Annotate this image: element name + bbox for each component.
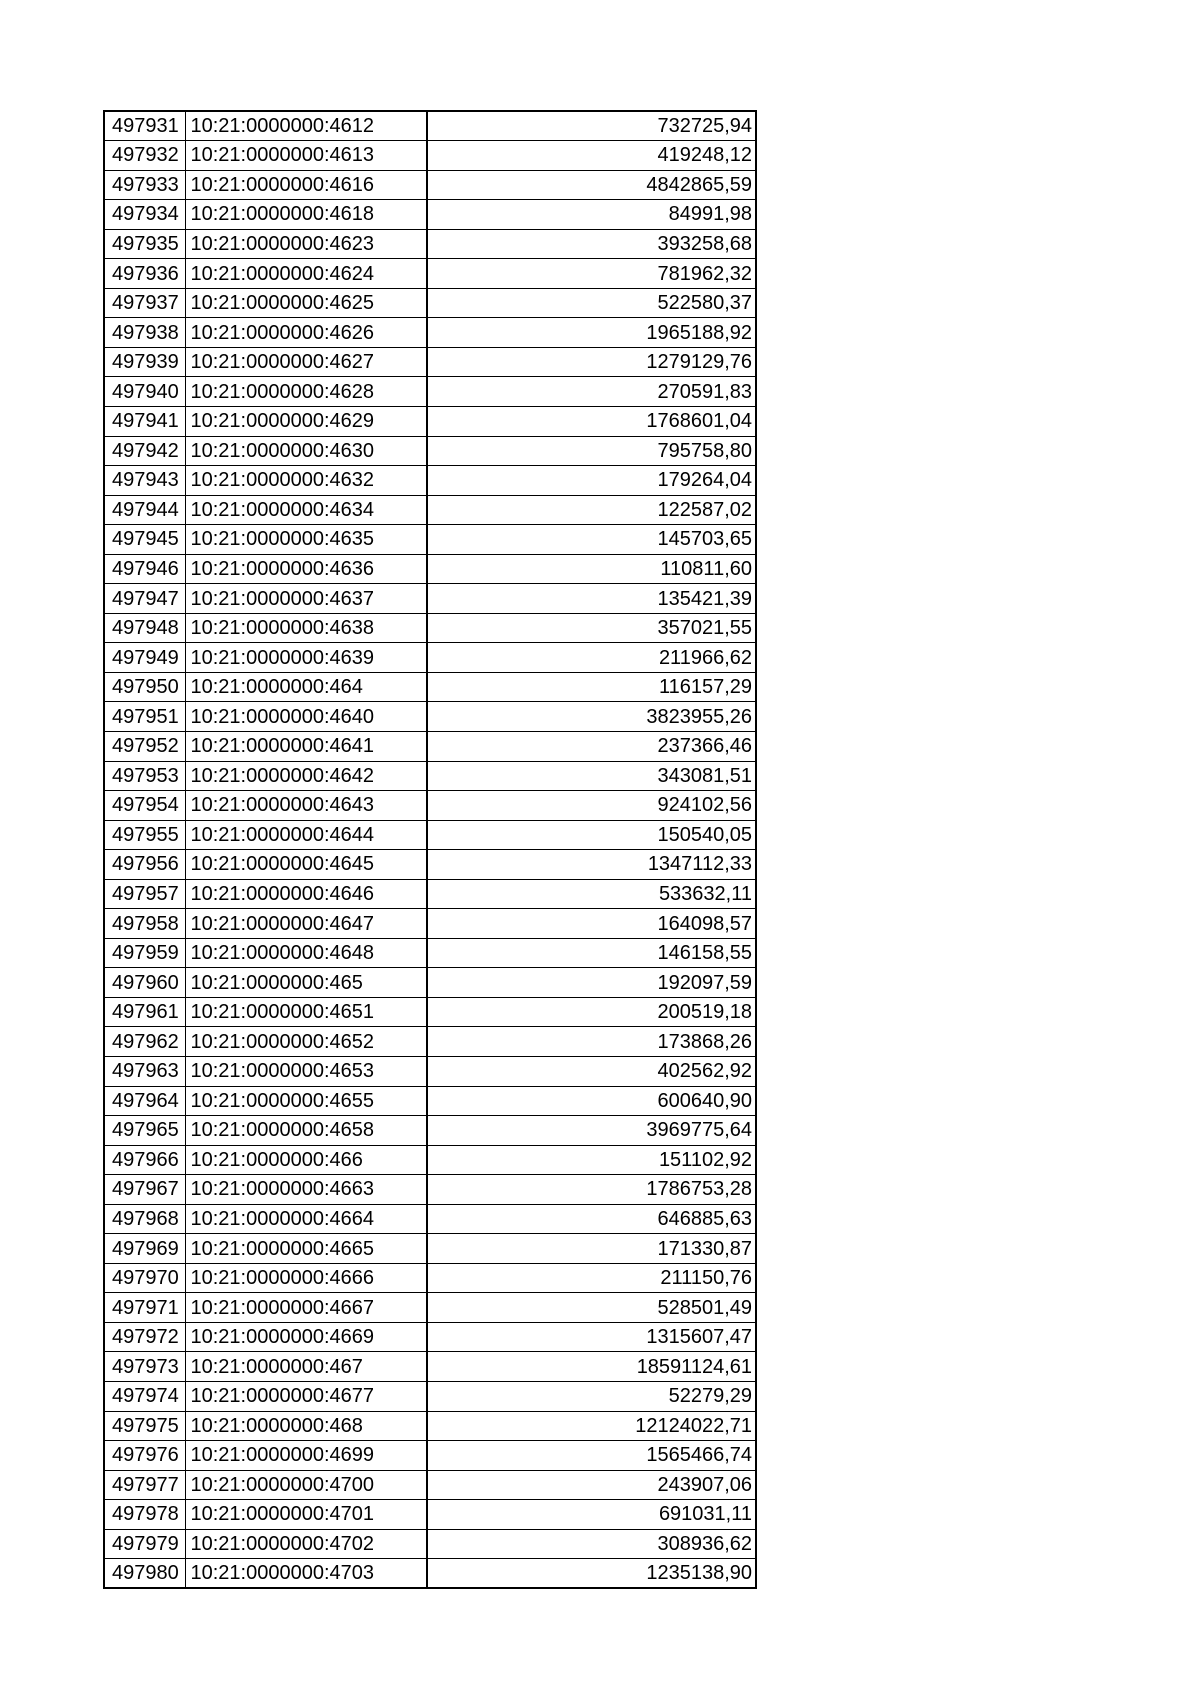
table-row (104, 1234, 756, 1264)
row-number-cell: 497971 (104, 1293, 185, 1323)
row-number-cell: 497941 (104, 406, 185, 436)
table-row (104, 554, 756, 584)
table-row (104, 820, 756, 850)
row-number-cell: 497937 (104, 288, 185, 318)
value-cell: 110811,60 (427, 554, 756, 584)
cadastral-number-cell: 10:21:0000000:4638 (185, 613, 427, 643)
value-cell: 522580,37 (427, 288, 756, 318)
cadastral-number-cell: 10:21:0000000:4628 (185, 377, 427, 407)
table-row (104, 1382, 756, 1412)
row-number-cell: 497956 (104, 850, 185, 880)
table-row (104, 1441, 756, 1471)
cadastral-number-cell: 10:21:0000000:4702 (185, 1529, 427, 1559)
table-row (104, 141, 756, 171)
table-row (104, 1352, 756, 1382)
cadastral-number-cell: 10:21:0000000:4644 (185, 820, 427, 850)
cadastral-number-cell: 10:21:0000000:4626 (185, 318, 427, 348)
value-cell: 402562,92 (427, 1057, 756, 1087)
value-cell: 211966,62 (427, 643, 756, 673)
value-cell: 1786753,28 (427, 1175, 756, 1205)
row-number-cell: 497940 (104, 377, 185, 407)
value-cell: 646885,63 (427, 1204, 756, 1234)
table-row (104, 1263, 756, 1293)
cadastral-number-cell: 10:21:0000000:4630 (185, 436, 427, 466)
row-number-cell: 497977 (104, 1470, 185, 1500)
table-row (104, 200, 756, 230)
table-row (104, 1027, 756, 1057)
row-number-cell: 497935 (104, 229, 185, 259)
value-cell: 270591,83 (427, 377, 756, 407)
row-number-cell: 497976 (104, 1441, 185, 1471)
cadastral-number-cell: 10:21:0000000:4666 (185, 1263, 427, 1293)
value-cell: 122587,02 (427, 495, 756, 525)
value-cell: 3823955,26 (427, 702, 756, 732)
cadastral-number-cell: 10:21:0000000:4613 (185, 141, 427, 171)
value-cell: 3969775,64 (427, 1116, 756, 1146)
table-row (104, 613, 756, 643)
cadastral-number-cell: 10:21:0000000:4624 (185, 259, 427, 289)
cadastral-number-cell: 10:21:0000000:4645 (185, 850, 427, 880)
table-row (104, 702, 756, 732)
row-number-cell: 497933 (104, 170, 185, 200)
row-number-cell: 497954 (104, 791, 185, 821)
cadastral-number-cell: 10:21:0000000:4700 (185, 1470, 427, 1500)
table-row (104, 229, 756, 259)
cadastral-number-cell: 10:21:0000000:4665 (185, 1234, 427, 1264)
row-number-cell: 497973 (104, 1352, 185, 1382)
table-row (104, 791, 756, 821)
cadastral-number-cell: 10:21:0000000:4663 (185, 1175, 427, 1205)
row-number-cell: 497932 (104, 141, 185, 171)
data-table (103, 110, 757, 1589)
table-row (104, 288, 756, 318)
cadastral-number-cell: 10:21:0000000:465 (185, 968, 427, 998)
value-cell: 145703,65 (427, 525, 756, 555)
row-number-cell: 497974 (104, 1382, 185, 1412)
value-cell: 795758,80 (427, 436, 756, 466)
table-row (104, 731, 756, 761)
row-number-cell: 497970 (104, 1263, 185, 1293)
row-number-cell: 497962 (104, 1027, 185, 1057)
value-cell: 308936,62 (427, 1529, 756, 1559)
cadastral-number-cell: 10:21:0000000:4618 (185, 200, 427, 230)
table-row (104, 347, 756, 377)
table-row (104, 1086, 756, 1116)
cadastral-number-cell: 10:21:0000000:4655 (185, 1086, 427, 1116)
table-row (104, 1204, 756, 1234)
cadastral-number-cell: 10:21:0000000:4648 (185, 938, 427, 968)
row-number-cell: 497961 (104, 997, 185, 1027)
table-row (104, 1559, 756, 1589)
row-number-cell: 497963 (104, 1057, 185, 1087)
row-number-cell: 497939 (104, 347, 185, 377)
cadastral-number-cell: 10:21:0000000:4635 (185, 525, 427, 555)
table-row (104, 1529, 756, 1559)
row-number-cell: 497938 (104, 318, 185, 348)
value-cell: 924102,56 (427, 791, 756, 821)
value-cell: 781962,32 (427, 259, 756, 289)
table-row (104, 466, 756, 496)
value-cell: 1768601,04 (427, 406, 756, 436)
cadastral-number-cell: 10:21:0000000:4701 (185, 1500, 427, 1530)
table-row (104, 643, 756, 673)
cadastral-number-cell: 10:21:0000000:4664 (185, 1204, 427, 1234)
table-row (104, 584, 756, 614)
value-cell: 151102,92 (427, 1145, 756, 1175)
row-number-cell: 497934 (104, 200, 185, 230)
value-cell: 1315607,47 (427, 1322, 756, 1352)
value-cell: 1279129,76 (427, 347, 756, 377)
table-row (104, 1175, 756, 1205)
value-cell: 12124022,71 (427, 1411, 756, 1441)
value-cell: 419248,12 (427, 141, 756, 171)
table-row (104, 1411, 756, 1441)
table-row (104, 850, 756, 880)
row-number-cell: 497975 (104, 1411, 185, 1441)
value-cell: 135421,39 (427, 584, 756, 614)
cadastral-number-cell: 10:21:0000000:4636 (185, 554, 427, 584)
cadastral-number-cell: 10:21:0000000:466 (185, 1145, 427, 1175)
cadastral-number-cell: 10:21:0000000:4667 (185, 1293, 427, 1323)
value-cell: 1965188,92 (427, 318, 756, 348)
value-cell: 179264,04 (427, 466, 756, 496)
row-number-cell: 497959 (104, 938, 185, 968)
value-cell: 173868,26 (427, 1027, 756, 1057)
value-cell: 1235138,90 (427, 1559, 756, 1589)
value-cell: 243907,06 (427, 1470, 756, 1500)
value-cell: 146158,55 (427, 938, 756, 968)
cadastral-number-cell: 10:21:0000000:464 (185, 672, 427, 702)
row-number-cell: 497958 (104, 909, 185, 939)
table-body (104, 111, 756, 1588)
cadastral-number-cell: 10:21:0000000:468 (185, 1411, 427, 1441)
cadastral-number-cell: 10:21:0000000:4677 (185, 1382, 427, 1412)
cadastral-number-cell: 10:21:0000000:4640 (185, 702, 427, 732)
cadastral-number-cell: 10:21:0000000:4637 (185, 584, 427, 614)
value-cell: 343081,51 (427, 761, 756, 791)
cadastral-number-cell: 10:21:0000000:4627 (185, 347, 427, 377)
row-number-cell: 497965 (104, 1116, 185, 1146)
row-number-cell: 497949 (104, 643, 185, 673)
value-cell: 691031,11 (427, 1500, 756, 1530)
value-cell: 150540,05 (427, 820, 756, 850)
table-row (104, 1322, 756, 1352)
row-number-cell: 497953 (104, 761, 185, 791)
row-number-cell: 497947 (104, 584, 185, 614)
row-number-cell: 497979 (104, 1529, 185, 1559)
row-number-cell: 497964 (104, 1086, 185, 1116)
row-number-cell: 497960 (104, 968, 185, 998)
row-number-cell: 497951 (104, 702, 185, 732)
cadastral-number-cell: 10:21:0000000:4612 (185, 111, 427, 141)
row-number-cell: 497966 (104, 1145, 185, 1175)
cadastral-number-cell: 10:21:0000000:4699 (185, 1441, 427, 1471)
cadastral-number-cell: 10:21:0000000:4703 (185, 1559, 427, 1589)
value-cell: 200519,18 (427, 997, 756, 1027)
table-row (104, 1293, 756, 1323)
row-number-cell: 497980 (104, 1559, 185, 1589)
row-number-cell: 497943 (104, 466, 185, 496)
cadastral-number-cell: 10:21:0000000:4652 (185, 1027, 427, 1057)
row-number-cell: 497945 (104, 525, 185, 555)
value-cell: 116157,29 (427, 672, 756, 702)
value-cell: 52279,29 (427, 1382, 756, 1412)
value-cell: 732725,94 (427, 111, 756, 141)
cadastral-number-cell: 10:21:0000000:4623 (185, 229, 427, 259)
table-row (104, 111, 756, 141)
cadastral-number-cell: 10:21:0000000:4651 (185, 997, 427, 1027)
row-number-cell: 497944 (104, 495, 185, 525)
table-row (104, 377, 756, 407)
value-cell: 393258,68 (427, 229, 756, 259)
table-row (104, 997, 756, 1027)
table-row (104, 1116, 756, 1146)
row-number-cell: 497952 (104, 731, 185, 761)
table-row (104, 672, 756, 702)
value-cell: 192097,59 (427, 968, 756, 998)
row-number-cell: 497972 (104, 1322, 185, 1352)
table-row (104, 170, 756, 200)
table-row (104, 968, 756, 998)
table-row (104, 761, 756, 791)
value-cell: 533632,11 (427, 879, 756, 909)
cadastral-number-cell: 10:21:0000000:4669 (185, 1322, 427, 1352)
table-row (104, 1500, 756, 1530)
row-number-cell: 497942 (104, 436, 185, 466)
row-number-cell: 497967 (104, 1175, 185, 1205)
cadastral-number-cell: 10:21:0000000:4625 (185, 288, 427, 318)
table-row (104, 938, 756, 968)
row-number-cell: 497948 (104, 613, 185, 643)
value-cell: 1565466,74 (427, 1441, 756, 1471)
table-row (104, 406, 756, 436)
value-cell: 357021,55 (427, 613, 756, 643)
row-number-cell: 497969 (104, 1234, 185, 1264)
row-number-cell: 497946 (104, 554, 185, 584)
value-cell: 237366,46 (427, 731, 756, 761)
row-number-cell: 497955 (104, 820, 185, 850)
row-number-cell: 497978 (104, 1500, 185, 1530)
table-row (104, 1145, 756, 1175)
table-row (104, 1057, 756, 1087)
cadastral-number-cell: 10:21:0000000:4653 (185, 1057, 427, 1087)
row-number-cell: 497950 (104, 672, 185, 702)
value-cell: 1347112,33 (427, 850, 756, 880)
table-row (104, 318, 756, 348)
cadastral-number-cell: 10:21:0000000:4647 (185, 909, 427, 939)
table-row (104, 436, 756, 466)
cadastral-number-cell: 10:21:0000000:4658 (185, 1116, 427, 1146)
table-row (104, 259, 756, 289)
cadastral-number-cell: 10:21:0000000:4629 (185, 406, 427, 436)
table-row (104, 525, 756, 555)
row-number-cell: 497931 (104, 111, 185, 141)
value-cell: 528501,49 (427, 1293, 756, 1323)
value-cell: 164098,57 (427, 909, 756, 939)
cadastral-number-cell: 10:21:0000000:4616 (185, 170, 427, 200)
cadastral-number-cell: 10:21:0000000:4642 (185, 761, 427, 791)
cadastral-number-cell: 10:21:0000000:4639 (185, 643, 427, 673)
cadastral-number-cell: 10:21:0000000:4641 (185, 731, 427, 761)
value-cell: 4842865,59 (427, 170, 756, 200)
value-cell: 600640,90 (427, 1086, 756, 1116)
row-number-cell: 497936 (104, 259, 185, 289)
value-cell: 171330,87 (427, 1234, 756, 1264)
table-row (104, 909, 756, 939)
value-cell: 18591124,61 (427, 1352, 756, 1382)
table-row (104, 495, 756, 525)
row-number-cell: 497968 (104, 1204, 185, 1234)
row-number-cell: 497957 (104, 879, 185, 909)
value-cell: 211150,76 (427, 1263, 756, 1293)
cadastral-number-cell: 10:21:0000000:4632 (185, 466, 427, 496)
cadastral-number-cell: 10:21:0000000:4646 (185, 879, 427, 909)
cadastral-number-cell: 10:21:0000000:4634 (185, 495, 427, 525)
table-row (104, 879, 756, 909)
value-cell: 84991,98 (427, 200, 756, 230)
cadastral-number-cell: 10:21:0000000:4643 (185, 791, 427, 821)
cadastral-number-cell: 10:21:0000000:467 (185, 1352, 427, 1382)
table-row (104, 1470, 756, 1500)
